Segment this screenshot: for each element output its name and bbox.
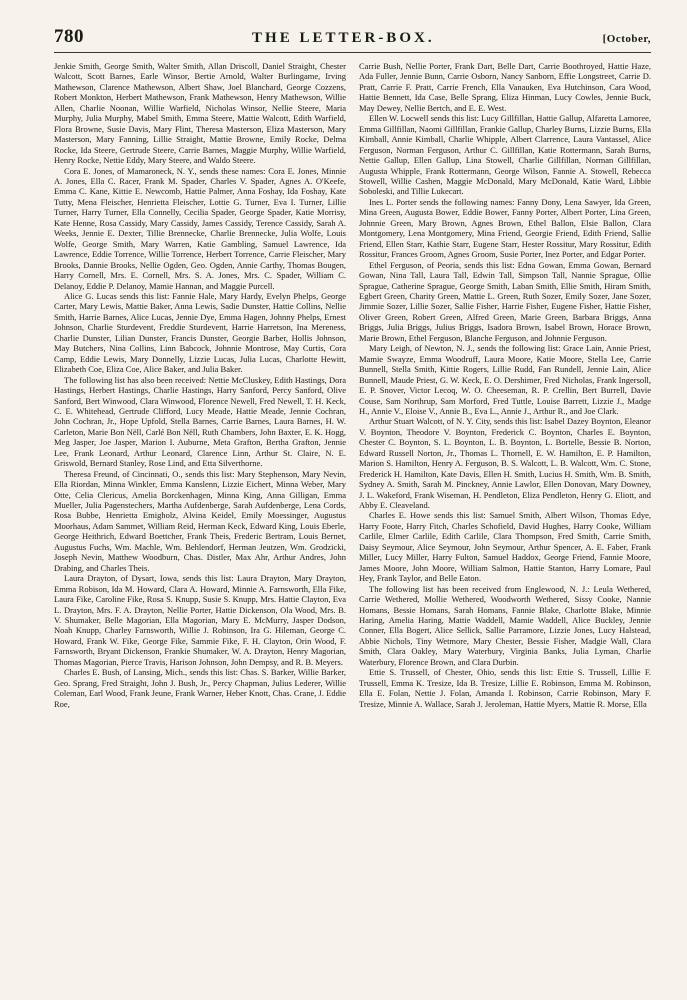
running-head: THE LETTER-BOX.	[252, 30, 435, 46]
page-header	[54, 26, 651, 53]
letter-paragraph: Laura Drayton, of Dysart, Iowa, sends this list: Laura Drayton, Mary Drayton, Emma Robison, Ida M. Howard, Clara A. Howard, Minnie A. Farnsworth, Ella Fike, Laura Fike, Caroline Fike, Rosa S. Knupp, Susie S. Knupp, Mrs. Hattie Clayton, Eva L. Drayton, Mrs. F. A. Drayton, Nellie Porter, Hattie Dickenson, Ola Wood, Mrs. B. V. Shumaker, Belle Magorian, Ella Magorian, Mary E. McMurry, Jasper Dodson, Noah Knupp, Charley Farnsworth, Willie J. Robinson, Ira G. Hileman, George C. Howard, Frank W. Fike, George Fike, Sammie Fike, F. H. Clayton, Orin Wood, F. Farnsworth, Bryant Dickenson, Frankie Shumaker, W. A. Drayton, Henry Magorian, Thomas Magorian, Pierce Travis, Harison Johnson, John Dempsy, and R. B. Meyers.	[54, 573, 346, 667]
left-column	[54, 61, 346, 709]
two-column-body	[54, 61, 651, 709]
letter-paragraph: Alice G. Lucas sends this list: Fannie Hale, Mary Hardy, Evelyn Phelps, George Carter, Mary Lewis, Mattie Baker, Anna Lewis, Sadie Dunster, Hattie Collins, Nellie Smith, Harrie Barnes, Alice Lucas, Jennie Dye, Emma Hagen, Johnny Phelps, Ernest Johnson, Charlie Sturdevent, Freddie Sturdevent, Harrie Harretson, Ina Mereness, Charlie Dunster, Lilian Dunster, Francis Dunster, Georgie Barber, Hollis Johnson, May Butchers, Nina Collins, Linn Babcock, Johnnie Montrose, May Curtis, Cora Camp, Eddie Lewis, Mary Donnelly, Lizzie Lucas, Julia Lucas, Charlotte Hewitt, Elizabeth Coe, Eliza Coe, Alice Baker, and Julia Baker.	[54, 290, 346, 375]
right-column	[359, 61, 651, 709]
letter-paragraph: Ines L. Porter sends the following names: Fanny Dony, Lena Sawyer, Ida Green, Mina Green, Augusta Bower, Eddie Bower, Fanny Porter, Albert Porter, Lina Green, Johnnie Green, Mary Brown, Agnes Brown, Ethel Ballon, Elsie Ballon, Clara Montgomery, Lena Montgomery, Mina Friend, Georgie Friend, Edith Friend, Sallie Friend, Ellen Starr, Kathie Starr, Eugene Starr, Hester Rossitur, Mary Rossitur, Edith Rossitur, Frances Groom, Agnes Groom, Susie Porter, Inez Porter, and Edgar Porter.	[359, 196, 651, 260]
letter-paragraph: The following list has been received from Englewood, N. J.: Leula Wethered, Carrie Wethered, Mollie Wethered, Woodworth Wethered, Sissy Cooke, Nannie Homans, Bessie Homans, Sarah Homans, Fannie Blake, Charlotte Blake, Minnie Haring, Amelia Haring, Mattie Waddell, Mamie Waddell, Alice Buckley, Jennie Conner, Ella Bogert, Alice Sellick, Sallie Parramore, Lizzie Jones, Lucy Halstead, Abbie Nichols, Tiny Wetmore, Mary Chester, Bessie Fisher, Madgie Wall, Clara Smith, Clara Oakley, Mary Waterbury, Virginia Banks, Julia Lyman, Charlie Waterbury, Florence Brown, and Clara Durbin.	[359, 583, 651, 667]
letter-paragraph: Charles E. Howe sends this list: Samuel Smith, Albert Wilson, Thomas Edye, Harry Foote, Harry Fitch, Charles Schofield, David Hughes, Harry Cooke, William Carlile, Elmer Carlile, Edith Carlile, Clara Thompson, Fred Smith, Carrie Smith, Daisy Seymour, Alice Seymour, John Seymour, Arthur Spencer, A. E. Faber, Frank Miller, Lucy Miller, Harry Fulton, Samuel Haddox, George Friend, Fannie Moore, James Moore, John Moore, William Salmon, Hattie Stanton, Harry Lomare, Paul Hey, Frank Taylor, and Belle Eaton.	[359, 510, 651, 584]
letter-paragraph: Cora E. Jones, of Mamaroneck, N. Y., sends these names: Cora E. Jones, Minnie A. Jones, Ella C. Racer, Frank M. Spader, Charles V. Spader, Agnes A. O'Keefe, Emma C. Kane, Kittie E. Newcomb, Hattie Palmer, Anna Foshay, Ida Foshay, Kate Tutty, Mena Fleischer, Henrietta Fleischer, Lottie G. Turner, Eva I. Turner, Lillie Turner, Harry Turner, Ella Connelly, Cecilia Spader, George Spader, Katie Morrisy, Kate Henne, Rosa Cassidy, Mary Cassidy, James Cassidy, Terence Cassidy, Sarah A. Weeks, Jennie E. Dexter, Tillie Brennecke, Charlie Brennecke, Julia Wolfe, Louis Wolfe, George Smith, Mary Warren, Katie Gambling, Samuel Lawrence, Ida Lawrence, Eddie Torrence, Willie Torrence, Herbert Torrence, Carrie Fleischer, Mary Brooks, Dannie Brooks, Nellie Ogden, Geo. Ogden, Annie Carthy, Thomas Bougen, Harry Cornell, Mrs. E. Cornell, Mrs. S. A. Jones, Mrs. C. Spader, William C. Delanoy, Eddie P. Delanoy, Mamie Hannan, and Maggie Purcell.	[54, 165, 346, 291]
letter-paragraph: Carrie Bush, Nellie Porter, Frank Dart, Belle Dart, Carrie Boothroyed, Hattie Haze, Ada Fuller, Jennie Bunn, Carrie Osborn, Nancy Sanborn, Effie Longstreet, Carrie D. Pratt, Carrie F. Pratt, Carrie French, Ella Vanauken, Eva Hutchinson, Cara Wood, Hattie Bennett, Ida Case, Belle Sprang, Eliza Hinman, Lucy Cowles, Jennie Buck, May Dewey, Nellie Bertch, and E. E. West.	[359, 61, 651, 113]
letter-paragraph: Ettie S. Trussell, of Chester, Ohio, sends this list: Ettie S. Trussell, Lillie F. Trussell, Emma K. Tresize, Ida B. Tresize, Lillie E. Robinson, Emma M. Robinson, Ella E. Folan, Nettie J. Folan, Amanda I. Robinson, Carrie Robinson, Mary F. Tresize, Minnie A. Wallace, Sarah J. Jeroleman, Hattie Myers, Mattie R. Morse, Ella	[359, 667, 651, 709]
letter-paragraph: Ellen W. Locwell sends this list: Lucy Gillfillan, Hattie Gallup, Alfaretta Lamoree, Emma Gillfillan, Naomi Gillfillan, Frankie Gallup, Charley Burns, Lizzie Burns, Ella Kimball, Annie Kimball, Charlie Whipple, Albert Clarrence, Laura Vantassel, Alice Ferguson, Norman Ferguson, Arthur C. Gillfillan, Katie Rottermann, Sarah Burns, Nettie Gallup, Ellen Gallup, Lina Stowell, Charlie Gillfillan, Norman Gillfillan, Augusta Whipple, Frank Rottermann, George Wilson, Fannie A. Stowell, Rebecca Stowell, Willie Cashen, Maggie McDonald, Mary McDonald, Katie Ward, Libbie Soboleski, and Tillie Lukecart.	[359, 113, 651, 197]
letter-paragraph: Charles E. Bush, of Lansing, Mich., sends this list: Chas. S. Barker, Willie Barker, Geo. Sprang, Fred Straight, John J. Bush, Jr., Percy Chapman, Julius Lederer, Willie Coleman, Earl Wood, Frank Jeune, Frank Warner, Heber Knott, Chas. Crane, J. Eddie Roe,	[54, 667, 346, 709]
letter-paragraph: The following list has also been received: Nettie McCluskey, Edith Hastings, Dora Hastings, Herbert Hastings, Charlie Hastings, Harry Sanford, Percy Sanford, Olive Sanford, Bert Winwood, Clara Winwood, Florence Newell, Fred Newell, T. H. Keck, C. E. Whitehead, Gertrude Clifford, Lucy Meade, Hattie Meade, Jennie Cochran, John Cochran, Jr., Hope Upfold, Stella Barnes, Carrie Barnes, Laura Barnes, H. W. Carleton, Marie Bon Nëll, Carlé Bon Nëll, Ruth Chambers, John Baxter, E. K. Hogg, Meg Jasper, Joe Jasper, Marion I. Auburne, Meta Grafton, Bertha Grafton, Jennie Lee, Frank Leonard, Arthur Leonard, Clarence Linn, Arthur St. Claire, N. E. Griswold, Bernard Stanley, Rose Lind, and Etta Silverthorne.	[54, 374, 346, 469]
letter-paragraph: Arthur Stuart Walcott, of N. Y. City, sends this list: Isabel Dazey Boynton, Eleanor V. Boynton, Theodore V. Boynton, Frederick C. Boynton, Charles E. Boynton, Chester C. Boynton, S. L. Boynton, L. B. Boynton, L. Bortelle, Bessie B. Norton, Edward Russell Norton, Jr., Thomas L. Thornell, E. W. Hamilton, E. P. Hamilton, Marion S. Hamilton, Henry A. Ferguson, B. S. Walcott, L. B. Walcott, Wm. C. Stone, Frederick H. Hamilton, Kate Davis, Ellen H. Smith, Lucius H. Smith, Wm. B. Smith, Sydney A. Smith, Sarah M. Pinckney, Annie Lawlor, Ellen Donovan, Mary Downey, J. L. Wakeford, Frank Wiseman, H. Pendleton, Eliza Pendleton, Henry G. Eliott, and Abby E. Cleaveland.	[359, 416, 651, 511]
letter-paragraph: Jenkie Smith, George Smith, Walter Smith, Allan Driscoll, Daniel Straight, Chester Walcott, Scott Barnes, Earle Winsor, Bertie Arnold, Walter Burlingame, Irving Mathewson, Clarence Mathewson, Albert Shaw, Joel Blanchard, George Cozzens, Robert Monkton, Herbert Mathewson, Frank Mathewson, Henry Mathewson, Willie Allen, Charlie Noonan, Willie Warfield, Nicholas Winsor, Nellie Steere, Maria Murphy, Julia Murphy, Mabel Smith, Emma Steere, Mattie Walcott, Edith Warfield, Flora Browne, Susie Davis, Mary Flint, Theresa Masterson, Eliza Masterson, Mary Masterson, Mary Fanning, Lillie Straight, Mattie Browne, Emily Rocke, Delma Rocke, Ida Steere, Gertrude Steere, Carrie Barnes, Maggie Murphy, Willie Warfield, Henry Rocke, Nettie Eddy, Mary Steere, and Waldo Steere.	[54, 61, 346, 166]
letter-paragraph: Theresa Freund, of Cincinnati, O., sends this list: Mary Stephenson, Mary Nevin, Ella Riordan, Minna Winkler, Emma Kanslenn, Lizzie Eichert, Minna Weber, Mary Otte, Celia Clericus, Amelia Borckenhagen, Minna King, Anna Gilligan, Emma Mueller, Julia Pagenstechers, Martha Aufdenberge, Sarah Aufdenberge, Lena Cords, Rosa Bubbe, Henrietta Emigholz, Alvina Keidel, Emily Moessinger, Augustus Moorhaus, Adam Sammet, William Reid, Herman Keck, Edward King, Louis Eberle, George Heithrich, Edward Boettcher, Frank Theis, Frederic Bertram, Louis Bernet, Augustus Fuchs, Wm. Machle, Wm. Behlendorf, Herman Jeutzen, Wm. Grodzicki, Joseph Nevin, Matthew Woodburn, Chas. Distler, Max Ahr, Arthur Andres, John Drabing, and Charles Theis.	[54, 468, 346, 573]
issue-month: [October,	[602, 33, 651, 45]
letter-paragraph: Ethel Ferguson, of Peoria, sends this list: Edna Gowan, Emma Gowan, Bernard Gowan, Nina Tall, Laura Tall, Edwin Tall, Simpson Tall, Nannie Sprague, Ollie Sprague, Catherine Sprague, George Smith, Laban Smith, Ellie Smith, Hiram Smith, Egbert Green, Charity Green, Mattie L. Green, Ruth Sozer, Emily Sozer, Jane Sozer, Jimmie Sozer, Lillie Sozer, Sallie Fisher, Harrie Fisher, Eugene Fisher, Hattie Fisher, Oliver Green, Robert Green, Alfred Green, Marie Green, Barbara Briggs, Anna Briggs, Julia Briggs, Julius Briggs, Isadora Brown, Isabel Brown, Horace Brown, Marie Brown, Ethel Ferguson, Blanche Ferguson, and Johnnie Ferguson.	[359, 259, 651, 343]
letter-paragraph: Mary Leigh, of Newton, N. J., sends the following list: Grace Lain, Annie Priest, Mamie Swayze, Emma Woodruff, Laura Moore, Katie Moore, Stella Lee, Carrie Bunnell, Stella Smith, Kittie Rogers, Lillie Rudd, Fan Rundell, Jennie Lain, Alice Bunnell, Maude Priest, G. W. Keck, E. O. Dershimer, Fred Nicholas, Frank Ingersoll, E. P. Snover, Victor Lecoq, W. O. Cheeseman, R. P. Crellin, Bert Burrell, Davie Couse, Sam Northrup, Sam Morford, Fred Tuttle, Louise Barrett, Lizzie J., Madge H., Annie V., Eloise V., Annie B., Eva L., Annie J., Arthur R., and Joe Clark.	[359, 343, 651, 416]
page-number: 780	[54, 26, 84, 47]
